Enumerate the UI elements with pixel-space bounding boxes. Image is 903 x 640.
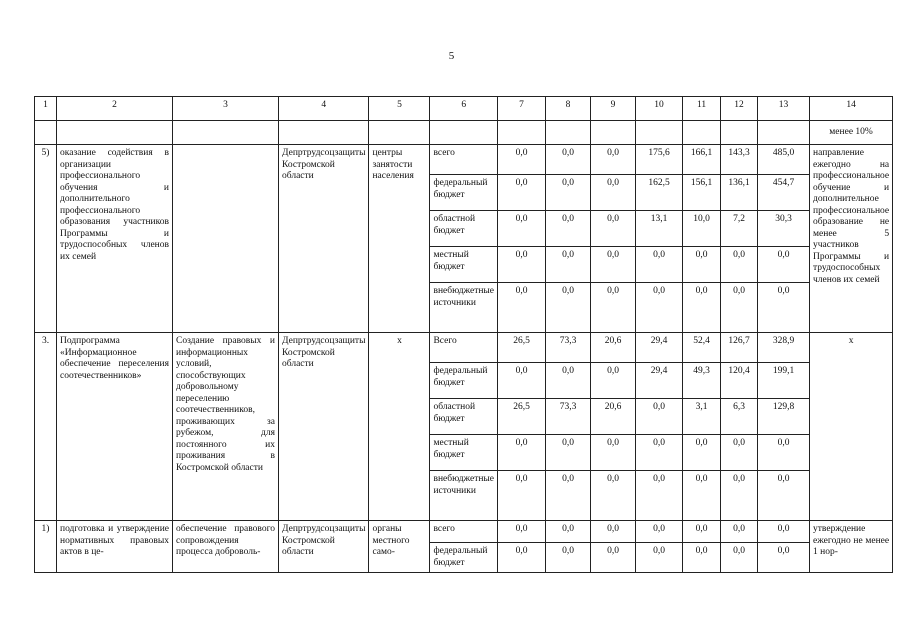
funding-value: 0,0 bbox=[546, 363, 591, 399]
funding-value: 0,0 bbox=[721, 247, 758, 283]
item-number: 5) bbox=[35, 145, 57, 333]
funding-value: 175,6 bbox=[636, 145, 683, 175]
header-row bbox=[35, 97, 893, 121]
table-row bbox=[35, 521, 893, 543]
funding-value: 0,0 bbox=[636, 283, 683, 333]
funding-value: 0,0 bbox=[636, 471, 683, 521]
funding-value: 0,0 bbox=[591, 435, 636, 471]
funding-source: областной бюджет bbox=[430, 211, 498, 247]
funding-value: 0,0 bbox=[591, 175, 636, 211]
funding-value: 126,7 bbox=[721, 333, 758, 363]
funding-value: 129,8 bbox=[758, 399, 810, 435]
funding-source: областной бюджет bbox=[430, 399, 498, 435]
funding-value: 485,0 bbox=[758, 145, 810, 175]
funding-value: 0,0 bbox=[721, 471, 758, 521]
item-result: х bbox=[810, 333, 893, 521]
item-name: Подпрограмма «Информационное обеспечение переселения соотечественников» bbox=[57, 333, 173, 521]
funding-value: 0,0 bbox=[498, 363, 546, 399]
funding-value: 0,0 bbox=[498, 247, 546, 283]
header-cell: 13 bbox=[758, 97, 810, 121]
funding-value: 0,0 bbox=[546, 543, 591, 573]
funding-source: федеральный бюджет bbox=[430, 363, 498, 399]
funding-value: 7,2 bbox=[721, 211, 758, 247]
funding-source: внебюджетные источники bbox=[430, 283, 498, 333]
funding-value: 0,0 bbox=[546, 145, 591, 175]
funding-value: 0,0 bbox=[498, 435, 546, 471]
funding-value: 0,0 bbox=[591, 521, 636, 543]
header-cell: 7 bbox=[498, 97, 546, 121]
funding-value: 136,1 bbox=[721, 175, 758, 211]
funding-value: 0,0 bbox=[721, 435, 758, 471]
funding-value: 26,5 bbox=[498, 333, 546, 363]
funding-value: 0,0 bbox=[546, 435, 591, 471]
item-partner: х bbox=[369, 333, 430, 521]
funding-value: 0,0 bbox=[498, 543, 546, 573]
funding-value: 0,0 bbox=[636, 247, 683, 283]
funding-source: Всего bbox=[430, 333, 498, 363]
funding-value: 0,0 bbox=[636, 543, 683, 573]
funding-value: 29,4 bbox=[636, 333, 683, 363]
header-cell: 8 bbox=[546, 97, 591, 121]
item-goal: Создание правовых и информационных условий, способствующих добровольному переселению соотечественников, проживающих за рубежом, для постоянного их проживания в Костромской области bbox=[173, 333, 279, 521]
header-cell: 2 bbox=[57, 97, 173, 121]
funding-value: 0,0 bbox=[498, 471, 546, 521]
funding-value: 0,0 bbox=[498, 211, 546, 247]
funding-value: 0,0 bbox=[591, 247, 636, 283]
item-executor: Депртрудсоцзащиты Костромской области bbox=[279, 145, 369, 333]
funding-value: 0,0 bbox=[591, 471, 636, 521]
funding-value: 156,1 bbox=[683, 175, 721, 211]
funding-value: 0,0 bbox=[721, 283, 758, 333]
funding-value: 0,0 bbox=[498, 521, 546, 543]
funding-value: 0,0 bbox=[546, 211, 591, 247]
continuation-row bbox=[35, 121, 893, 145]
funding-value: 0,0 bbox=[546, 521, 591, 543]
item-name: подготовка и утверждение нормативных правовых актов в це- bbox=[57, 521, 173, 573]
item-name: оказание содействия в организации профессионального обучения и дополнительного профессионального образования участников Программы и трудоспособных членов их семей bbox=[57, 145, 173, 333]
funding-value: 0,0 bbox=[683, 543, 721, 573]
item-executor: Депртрудсоцзащиты Костромской области bbox=[279, 521, 369, 573]
item-goal: обеспечение правового сопровождения процесса доброволь- bbox=[173, 521, 279, 573]
funding-value: 0,0 bbox=[683, 435, 721, 471]
funding-value: 166,1 bbox=[683, 145, 721, 175]
funding-value: 0,0 bbox=[591, 211, 636, 247]
funding-value: 73,3 bbox=[546, 333, 591, 363]
page-number: 5 bbox=[448, 50, 455, 62]
funding-value: 143,3 bbox=[721, 145, 758, 175]
funding-value: 0,0 bbox=[758, 247, 810, 283]
funding-value: 20,6 bbox=[591, 399, 636, 435]
funding-value: 49,3 bbox=[683, 363, 721, 399]
funding-source: федеральный бюджет bbox=[430, 175, 498, 211]
header-cell: 1 bbox=[35, 97, 57, 121]
header-cell: 12 bbox=[721, 97, 758, 121]
funding-value: 0,0 bbox=[498, 175, 546, 211]
funding-value: 199,1 bbox=[758, 363, 810, 399]
header-cell: 14 bbox=[810, 97, 893, 121]
header-cell: 11 bbox=[683, 97, 721, 121]
funding-value: 0,0 bbox=[683, 247, 721, 283]
funding-value: 0,0 bbox=[546, 471, 591, 521]
item-number: 3. bbox=[35, 333, 57, 521]
empty-cell bbox=[173, 145, 279, 333]
header-cell: 10 bbox=[636, 97, 683, 121]
funding-source: всего bbox=[430, 145, 498, 175]
funding-value: 0,0 bbox=[758, 471, 810, 521]
funding-value: 0,0 bbox=[636, 521, 683, 543]
result-continuation: менее 10% bbox=[810, 121, 893, 145]
header-cell: 5 bbox=[369, 97, 430, 121]
funding-value: 0,0 bbox=[721, 521, 758, 543]
funding-value: 0,0 bbox=[546, 175, 591, 211]
funding-source: внебюджетные источники bbox=[430, 471, 498, 521]
funding-value: 0,0 bbox=[721, 543, 758, 573]
funding-value: 454,7 bbox=[758, 175, 810, 211]
funding-value: 0,0 bbox=[498, 145, 546, 175]
funding-value: 0,0 bbox=[591, 145, 636, 175]
funding-value: 120,4 bbox=[721, 363, 758, 399]
funding-source: местный бюджет bbox=[430, 435, 498, 471]
header-cell: 3 bbox=[173, 97, 279, 121]
table-row bbox=[35, 145, 893, 175]
funding-value: 0,0 bbox=[591, 283, 636, 333]
funding-value: 26,5 bbox=[498, 399, 546, 435]
funding-value: 6,3 bbox=[721, 399, 758, 435]
item-number: 1) bbox=[35, 521, 57, 573]
funding-value: 13,1 bbox=[636, 211, 683, 247]
funding-value: 29,4 bbox=[636, 363, 683, 399]
funding-value: 3,1 bbox=[683, 399, 721, 435]
header-cell: 6 bbox=[430, 97, 498, 121]
funding-value: 0,0 bbox=[683, 471, 721, 521]
funding-value: 20,6 bbox=[591, 333, 636, 363]
item-executor: Депртрудсоцзащиты Костромской области bbox=[279, 333, 369, 521]
program-table bbox=[34, 96, 893, 573]
funding-value: 30,3 bbox=[758, 211, 810, 247]
funding-value: 0,0 bbox=[683, 283, 721, 333]
funding-value: 52,4 bbox=[683, 333, 721, 363]
funding-value: 10,0 bbox=[683, 211, 721, 247]
funding-value: 0,0 bbox=[636, 399, 683, 435]
funding-value: 0,0 bbox=[591, 543, 636, 573]
funding-value: 162,5 bbox=[636, 175, 683, 211]
item-result: направление ежегодно на профессиональное обучение и дополнительное профессиональное образование не менее 5 участников Программы и трудоспособных членов их семей bbox=[810, 145, 893, 333]
table-row bbox=[35, 333, 893, 363]
header-cell: 4 bbox=[279, 97, 369, 121]
funding-value: 328,9 bbox=[758, 333, 810, 363]
funding-value: 0,0 bbox=[758, 283, 810, 333]
item-partner: центры занятости населения bbox=[369, 145, 430, 333]
funding-value: 0,0 bbox=[683, 521, 721, 543]
funding-source: всего bbox=[430, 521, 498, 543]
funding-value: 0,0 bbox=[758, 543, 810, 573]
funding-value: 0,0 bbox=[758, 435, 810, 471]
funding-value: 0,0 bbox=[758, 521, 810, 543]
funding-value: 0,0 bbox=[546, 283, 591, 333]
funding-value: 0,0 bbox=[636, 435, 683, 471]
item-result: утверждение ежегодно не менее 1 нор- bbox=[810, 521, 893, 573]
funding-value: 0,0 bbox=[498, 283, 546, 333]
header-cell: 9 bbox=[591, 97, 636, 121]
funding-value: 73,3 bbox=[546, 399, 591, 435]
funding-source: местный бюджет bbox=[430, 247, 498, 283]
item-partner: органы местного само- bbox=[369, 521, 430, 573]
funding-source: федеральный бюджет bbox=[430, 543, 498, 573]
funding-value: 0,0 bbox=[591, 363, 636, 399]
funding-value: 0,0 bbox=[546, 247, 591, 283]
